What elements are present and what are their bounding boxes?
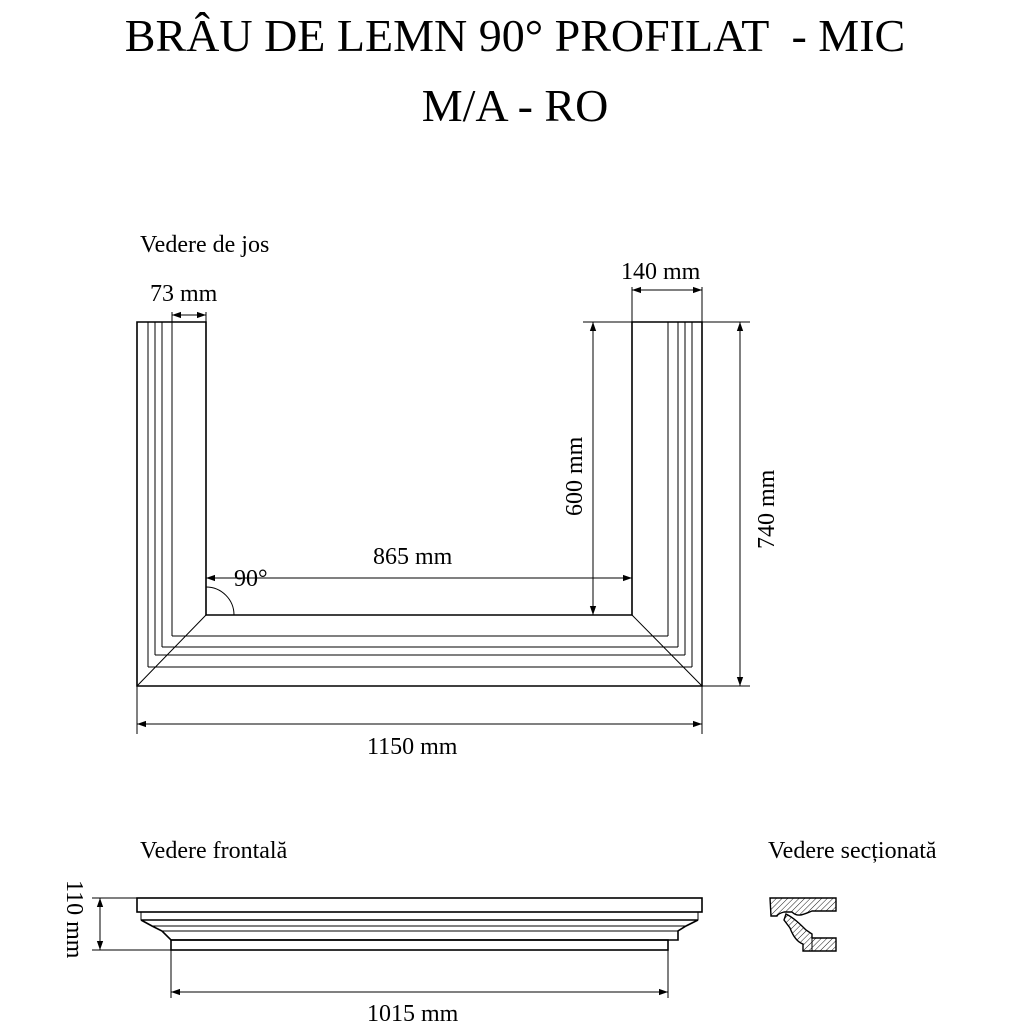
dim-1015 — [171, 950, 668, 1027]
dim-73 — [150, 281, 218, 322]
dim-865-label: 865 mm — [373, 544, 453, 570]
bottom-view-frame — [137, 322, 702, 686]
dim-600-label: 600 mm — [562, 436, 588, 516]
title-line-2: M/A - RO — [421, 80, 609, 131]
dim-140-label: 140 mm — [621, 259, 701, 285]
dim-110-label: 110 mm — [61, 880, 87, 959]
dim-740 — [702, 322, 780, 686]
dim-740-label: 740 mm — [754, 469, 780, 549]
front-view-profile — [137, 898, 702, 950]
section-view-label: Vedere secționată — [768, 838, 937, 864]
dim-140 — [621, 259, 702, 322]
dim-600 — [562, 322, 632, 615]
angle-label: 90° — [234, 566, 268, 592]
front-view-label: Vedere frontală — [140, 838, 288, 864]
dim-73-label: 73 mm — [150, 281, 218, 307]
section-view-profile — [770, 898, 836, 951]
dim-1150-label: 1150 mm — [367, 734, 458, 760]
dim-1015-label: 1015 mm — [367, 1001, 459, 1027]
title-line-1: BRÂU DE LEMN 90° PROFILAT - MIC — [124, 10, 906, 61]
dim-1150 — [137, 686, 702, 760]
dim-865 — [206, 544, 632, 592]
bottom-view-label: Vedere de jos — [140, 232, 270, 258]
